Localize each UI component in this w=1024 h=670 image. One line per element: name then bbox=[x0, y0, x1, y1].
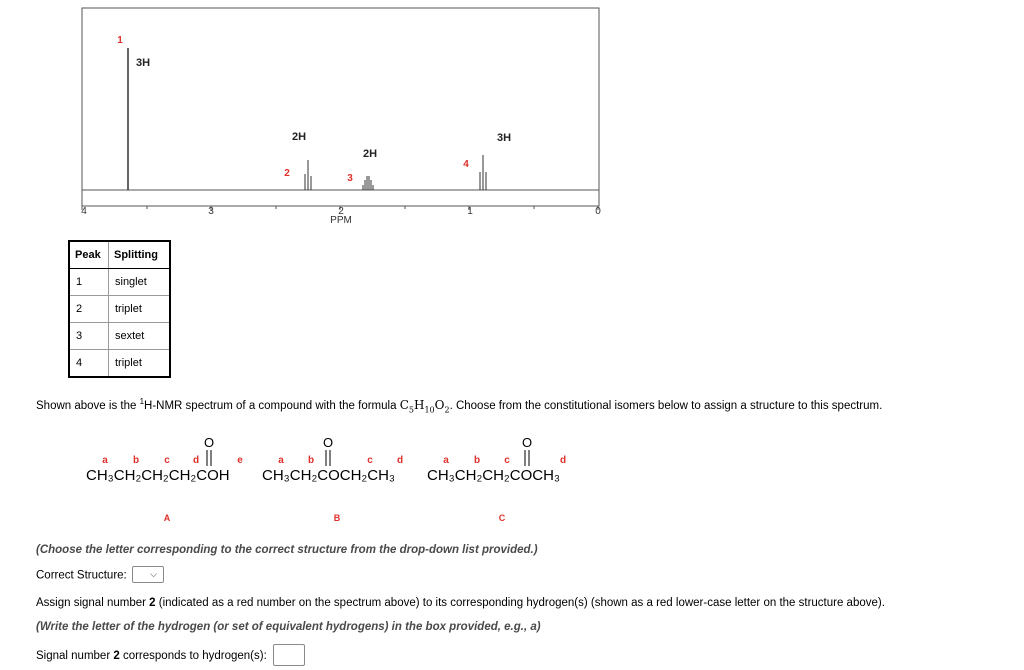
x-axis-label: PPM bbox=[330, 215, 352, 226]
assign-suffix: (indicated as a red number on the spectrum above) to its corresponding hydrogen(s) (shown as a red lower-case letter on the structure above). bbox=[155, 597, 885, 609]
structure-b-oxygen: O bbox=[322, 435, 334, 450]
structure-c-formula: CH₃CH₂CH₂COCH₃ bbox=[427, 467, 561, 484]
peak-1-number: 1 bbox=[117, 35, 123, 46]
structure-a-formula: CH₃CH₂CH₂CH₂COH bbox=[86, 467, 230, 484]
structure-options bbox=[0, 425, 620, 525]
question-prefix: Shown above is the bbox=[36, 399, 140, 412]
question-suffix: . Choose from the constitutional isomers below to assign a structure to this spectrum. bbox=[449, 399, 883, 412]
structure-c-oxygen: O bbox=[521, 435, 533, 450]
assign-signal-instruction bbox=[36, 597, 885, 609]
hydrogen-letter-input[interactable] bbox=[273, 644, 305, 666]
structure-b-label-b: b bbox=[307, 455, 315, 466]
question-prompt bbox=[36, 397, 882, 414]
structure-a-label-c: c bbox=[164, 455, 170, 466]
chevron-down-icon: ⌵ bbox=[150, 569, 157, 579]
cell-peak: 2 bbox=[69, 296, 109, 323]
formula-h-count: 10 bbox=[424, 405, 435, 415]
structure-c-letter: C bbox=[498, 513, 506, 523]
assign-prefix: Assign signal number bbox=[36, 597, 150, 609]
peak-3-signal bbox=[363, 176, 373, 190]
assign-signal-number: 2 bbox=[149, 597, 156, 609]
table-row bbox=[69, 350, 170, 378]
signal-prefix: Signal number bbox=[36, 650, 114, 663]
structure-a-letter: A bbox=[163, 513, 171, 523]
peak-3-integration: 2H bbox=[362, 148, 378, 160]
header-peak: Peak bbox=[69, 241, 109, 269]
structure-c-label-c: c bbox=[504, 455, 510, 466]
formula-h: H bbox=[413, 397, 425, 412]
correct-structure-row bbox=[36, 567, 164, 584]
tick-label-2: 2 bbox=[338, 206, 344, 217]
formula-o-count: 2 bbox=[444, 405, 450, 415]
signal-suffix: corresponds to hydrogen(s): bbox=[119, 650, 267, 663]
formula-c-count: 5 bbox=[408, 405, 414, 415]
formula-o: O bbox=[434, 397, 445, 412]
correct-structure-label: Correct Structure: bbox=[36, 569, 127, 582]
cell-peak: 1 bbox=[69, 269, 109, 296]
peak-2-integration: 2H bbox=[291, 131, 307, 143]
spectrum-frame bbox=[82, 8, 599, 206]
peak-3-number: 3 bbox=[347, 173, 353, 184]
cell-peak: 3 bbox=[69, 323, 109, 350]
structure-a-label-a: a bbox=[102, 455, 108, 466]
structure-a bbox=[86, 435, 243, 523]
cell-splitting: sextet bbox=[109, 323, 171, 350]
structure-b-label-d: d bbox=[396, 455, 404, 466]
tick-label-3: 3 bbox=[208, 206, 214, 217]
table-header-row bbox=[69, 241, 170, 269]
signal-answer-number: 2 bbox=[113, 650, 120, 663]
choose-structure-hint: (Choose the letter corresponding to the correct structure from the drop-down list provided.) bbox=[36, 544, 538, 556]
cell-splitting: triplet bbox=[109, 350, 171, 378]
structure-c-label-a: a bbox=[443, 455, 449, 466]
table-row bbox=[69, 269, 170, 296]
header-splitting: Splitting bbox=[109, 241, 171, 269]
correct-structure-dropdown[interactable] bbox=[132, 566, 164, 583]
table-row bbox=[69, 296, 170, 323]
tick-label-1: 1 bbox=[467, 206, 473, 217]
structure-a-label-e: e bbox=[237, 455, 243, 466]
peak-4-number: 4 bbox=[463, 159, 469, 170]
peak-2-signal bbox=[305, 160, 311, 190]
table-row bbox=[69, 323, 170, 350]
structure-b bbox=[262, 435, 403, 523]
signal-answer-row bbox=[36, 645, 305, 667]
molecular-formula bbox=[399, 397, 450, 415]
question-nucleus: H-NMR spectrum of a compound with the formula bbox=[144, 399, 400, 412]
cell-splitting: triplet bbox=[109, 296, 171, 323]
structure-b-formula: CH₃CH₂COCH₂CH₃ bbox=[262, 467, 396, 484]
peak-splitting-table bbox=[68, 240, 171, 378]
structure-b-label-a: a bbox=[278, 455, 284, 466]
structure-a-oxygen: O bbox=[203, 435, 215, 450]
structure-a-label-d: d bbox=[192, 455, 200, 466]
structure-c-label-b: b bbox=[473, 455, 481, 466]
nmr-spectrum bbox=[0, 0, 1024, 235]
peak-4-signal bbox=[480, 155, 486, 190]
cell-peak: 4 bbox=[69, 350, 109, 378]
peak-4-integration: 3H bbox=[496, 132, 512, 144]
tick-label-0: 0 bbox=[595, 206, 601, 217]
question-superscript: 1 bbox=[139, 397, 145, 406]
structure-b-letter: B bbox=[333, 513, 341, 523]
formula-c: C bbox=[399, 397, 409, 412]
peak-1-integration: 3H bbox=[135, 57, 151, 69]
write-letter-hint: (Write the letter of the hydrogen (or set of equivalent hydrogens) in the box provided, e.g., a) bbox=[36, 621, 541, 633]
peak-2-number: 2 bbox=[284, 168, 290, 179]
tick-label-4: 4 bbox=[81, 206, 87, 217]
structure-c-label-d: d bbox=[559, 455, 567, 466]
structure-b-label-c: c bbox=[367, 455, 373, 466]
structure-a-label-b: b bbox=[132, 455, 140, 466]
structure-c bbox=[427, 435, 566, 523]
cell-splitting: singlet bbox=[109, 269, 171, 296]
